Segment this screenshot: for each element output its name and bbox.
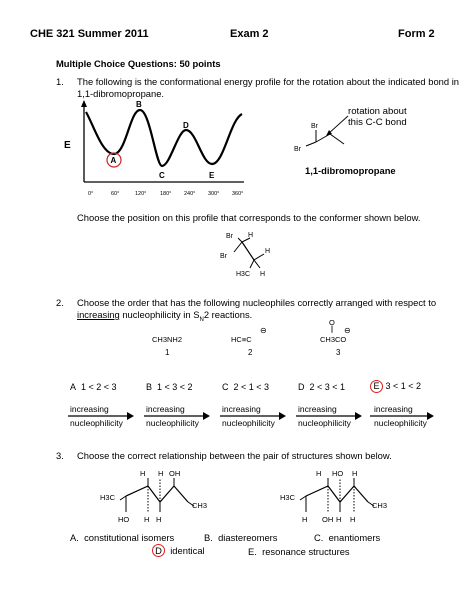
- arrow-d-label1: increasing: [298, 404, 337, 414]
- nucleophile-3-charge: ⊖: [344, 326, 351, 335]
- right-ch3: CH3: [372, 501, 388, 510]
- point-e-label: E: [209, 171, 215, 180]
- point-d-label: D: [183, 121, 189, 130]
- q3-option-b-text: diastereomers: [218, 532, 278, 543]
- newman-h1: H: [248, 232, 254, 239]
- q1-text-line2: 1,1-dibromopropane.: [77, 88, 165, 99]
- point-a-label: A: [110, 156, 117, 165]
- section-title: Multiple Choice Questions: 50 points: [56, 58, 221, 69]
- q3-option-d-letter: D: [152, 544, 165, 557]
- point-b-label: B: [136, 100, 142, 109]
- left-oh: OH: [169, 469, 181, 478]
- q2-sn-sub: N: [199, 316, 204, 323]
- q2-option-e-letter: E: [370, 380, 383, 393]
- right-h3c: H3C: [280, 493, 296, 502]
- arrow-d-label2: nucleophilicity: [298, 418, 351, 428]
- q3-option-a-letter: A.: [70, 532, 79, 543]
- structure-right: [276, 466, 406, 526]
- q2-option-b-letter: B: [146, 382, 153, 392]
- form-title: Form 2: [398, 28, 435, 40]
- q2-option-c-text: 2 < 1 < 3: [233, 382, 270, 392]
- q3-option-d-text: identical: [170, 545, 205, 556]
- right-backbone: [306, 486, 368, 502]
- newman-h3c: H3C: [236, 271, 251, 278]
- energy-profile-diagram: [64, 98, 254, 200]
- arrow-b-label1: increasing: [146, 404, 185, 414]
- left-h-bot2: H: [156, 515, 162, 524]
- arrow-c-label1: increasing: [222, 404, 261, 414]
- q3-option-e-text: resonance structures: [262, 546, 350, 557]
- q2-option-c-letter: C: [222, 382, 229, 392]
- xtick-0: 0°: [88, 191, 94, 197]
- right-h-bot2: H: [336, 515, 342, 524]
- xtick-360: 360°: [232, 191, 244, 197]
- central-bond: [242, 242, 254, 260]
- newman-br2: Br: [220, 253, 227, 260]
- bond-h2: [254, 254, 264, 260]
- nucleophile-2-charge: ⊖: [260, 326, 267, 335]
- q2-text-line2: [77, 309, 252, 326]
- right-h-top1: H: [316, 469, 322, 478]
- bond-br-down: [306, 142, 316, 146]
- nucleophile-2-formula: HC≡C: [231, 335, 252, 344]
- q3-option-e-letter: E.: [248, 546, 257, 557]
- q2-number: 2.: [56, 297, 64, 308]
- exam-title: Exam 2: [230, 28, 269, 40]
- q2-option-d-text: 2 < 3 < 1: [309, 382, 346, 392]
- xtick-240: 240°: [184, 191, 196, 197]
- left-ho: HO: [118, 515, 130, 524]
- q2-option-a-letter: A: [70, 382, 77, 392]
- bond-br1: [238, 238, 242, 242]
- nucleophile-3-double-bond: ║: [330, 327, 335, 333]
- conformer-structure: [212, 226, 292, 282]
- q3-option-a-text: constitutional isomers: [84, 532, 175, 543]
- arrow-b-label2: nucleophilicity: [146, 418, 199, 428]
- q2-option-a[interactable]: [70, 382, 117, 392]
- q3-option-b[interactable]: [204, 532, 277, 544]
- arrow-a-label1: increasing: [70, 404, 109, 414]
- arrow-e-label1: increasing: [374, 404, 413, 414]
- energy-curve: [86, 110, 242, 166]
- q1-number: 1.: [56, 76, 64, 87]
- nucleophile-3-formula: CH3CO: [320, 335, 347, 344]
- bond-ch3: [250, 260, 254, 268]
- q3-option-b-letter: B.: [204, 532, 213, 543]
- left-h3c: H3C: [100, 493, 116, 502]
- left-bond-h3c: [120, 496, 126, 500]
- course-title: CHE 321 Summer 2011: [30, 28, 149, 40]
- point-c-label: C: [159, 171, 165, 180]
- arrow-e-label2: nucleophilicity: [374, 418, 427, 428]
- structure-left: [96, 466, 226, 526]
- pointer-line: [328, 116, 348, 134]
- q2-increasing: increasing: [77, 309, 120, 320]
- q2-option-b-text: 1 < 3 < 2: [157, 382, 193, 392]
- left-h-bot1: H: [144, 515, 150, 524]
- xtick-180: 180°: [160, 191, 172, 197]
- q3-text: Choose the correct relationship between the pair of structures shown below.: [77, 450, 392, 461]
- arrow-c-label2: nucleophilicity: [222, 418, 275, 428]
- q3-option-e[interactable]: [248, 546, 350, 558]
- q2-option-c[interactable]: [222, 382, 269, 392]
- q2-option-d[interactable]: [298, 382, 345, 392]
- right-oh: OH: [322, 515, 334, 524]
- br-top: Br: [311, 123, 318, 130]
- nucleophile-3-number: 3: [336, 348, 341, 357]
- rotation-label-2: this C-C bond: [348, 117, 407, 128]
- newman-br1: Br: [226, 233, 233, 240]
- left-ch3: CH3: [192, 501, 208, 510]
- bond-br2: [234, 242, 242, 252]
- q3-option-a[interactable]: [70, 532, 174, 544]
- right-h-top2: H: [352, 469, 358, 478]
- right-bond-h3c: [300, 496, 306, 500]
- right-ho: HO: [332, 469, 344, 478]
- nucleophile-1-formula: CH3NH2: [152, 335, 183, 344]
- axis-e-label: E: [64, 140, 71, 151]
- right-h-bot1: H: [302, 515, 308, 524]
- q2-option-d-letter: D: [298, 382, 305, 392]
- q2-text-end: 2 reactions.: [203, 309, 253, 320]
- left-h-top2: H: [158, 469, 164, 478]
- nucleophile-2-number: 2: [248, 348, 253, 357]
- newman-h2: H: [265, 248, 271, 255]
- q3-number: 3.: [56, 450, 64, 461]
- q3-option-c-letter: C.: [314, 532, 324, 543]
- q3-option-d[interactable]: [152, 544, 205, 557]
- nucleophile-3-oxygen: O: [329, 318, 335, 327]
- xtick-120: 120°: [135, 191, 147, 197]
- q3-option-c-text: enantiomers: [328, 532, 381, 543]
- q2-text-line1: Choose the order that has the following nucleophiles correctly arranged with respect to: [77, 297, 437, 308]
- xtick-60: 60°: [111, 191, 120, 197]
- left-backbone: [126, 486, 188, 502]
- arrow-a-label2: nucleophilicity: [70, 418, 123, 428]
- q2-text-mid: nucleophilicity in S: [119, 309, 200, 320]
- q3-option-c[interactable]: [314, 532, 380, 544]
- bond-h3: [254, 260, 260, 268]
- q2-option-e[interactable]: [370, 380, 421, 393]
- xtick-300: 300°: [208, 191, 220, 197]
- molecule-name: 1,1-dibromopropane: [305, 165, 396, 176]
- nucleophile-1-number: 1: [165, 348, 170, 357]
- q2-option-e-text: 3 < 1 < 2: [385, 381, 422, 391]
- left-h-top1: H: [140, 469, 146, 478]
- newman-h3: H: [260, 271, 266, 278]
- br-bottom: Br: [294, 146, 301, 153]
- energy-axis-arrow: [81, 100, 87, 107]
- q1-text-line1: The following is the conformational energy profile for the rotation about the indicated bond in: [77, 76, 460, 87]
- q2-option-b[interactable]: [146, 382, 193, 392]
- q1-prompt: Choose the position on this profile that corresponds to the conformer shown below.: [77, 212, 421, 223]
- right-h-bot3: H: [350, 515, 356, 524]
- rotation-label-1: rotation about: [348, 106, 407, 117]
- bond-ethyl: [330, 134, 344, 144]
- q2-option-a-text: 1 < 2 < 3: [81, 382, 117, 392]
